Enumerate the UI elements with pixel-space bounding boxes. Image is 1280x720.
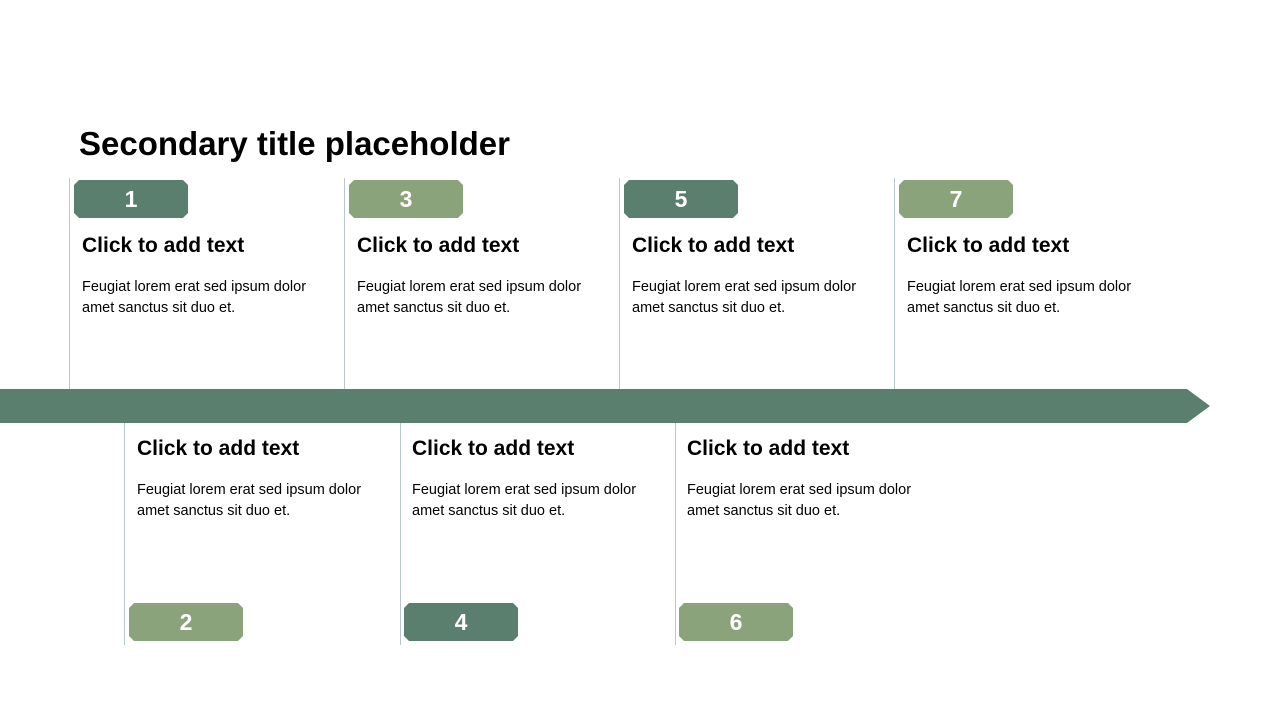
step-7-heading[interactable]: Click to add text: [907, 234, 1070, 257]
step-4-divider: [400, 423, 401, 645]
timeline-arrow: [0, 389, 1210, 423]
step-1-number: 1: [124, 186, 138, 212]
step-3-body[interactable]: Feugiat lorem erat sed ipsum dolor amet sanctus sit duo et.: [357, 279, 582, 316]
step-1-divider: [69, 178, 70, 389]
step-6-body[interactable]: Feugiat lorem erat sed ipsum dolor amet sanctus sit duo et.: [687, 482, 912, 519]
step-1-heading[interactable]: Click to add text: [82, 234, 245, 257]
step-5-heading[interactable]: Click to add text: [632, 234, 795, 257]
step-2-divider: [124, 423, 125, 645]
step-3-divider: [344, 178, 345, 389]
step-2-heading[interactable]: Click to add text: [137, 437, 300, 460]
step-4-number: 4: [454, 609, 468, 635]
step-6-heading[interactable]: Click to add text: [687, 437, 850, 460]
step-5-divider: [619, 178, 620, 389]
step-7-number: 7: [949, 186, 963, 212]
step-5-number: 5: [674, 186, 688, 212]
step-3-heading[interactable]: Click to add text: [357, 234, 520, 257]
step-4-heading[interactable]: Click to add text: [412, 437, 575, 460]
step-4-body[interactable]: Feugiat lorem erat sed ipsum dolor amet sanctus sit duo et.: [412, 482, 637, 519]
step-3-number: 3: [399, 186, 413, 212]
step-6-divider: [675, 423, 676, 645]
step-6-number: 6: [729, 609, 743, 635]
step-7-body[interactable]: Feugiat lorem erat sed ipsum dolor amet sanctus sit duo et.: [907, 279, 1132, 316]
step-2-body[interactable]: Feugiat lorem erat sed ipsum dolor amet sanctus sit duo et.: [137, 482, 362, 519]
slide-title[interactable]: Secondary title placeholder: [79, 125, 510, 162]
step-2-number: 2: [179, 609, 193, 635]
step-1-body[interactable]: Feugiat lorem erat sed ipsum dolor amet sanctus sit duo et.: [82, 279, 307, 316]
step-7-divider: [894, 178, 895, 389]
step-5-body[interactable]: Feugiat lorem erat sed ipsum dolor amet sanctus sit duo et.: [632, 279, 857, 316]
